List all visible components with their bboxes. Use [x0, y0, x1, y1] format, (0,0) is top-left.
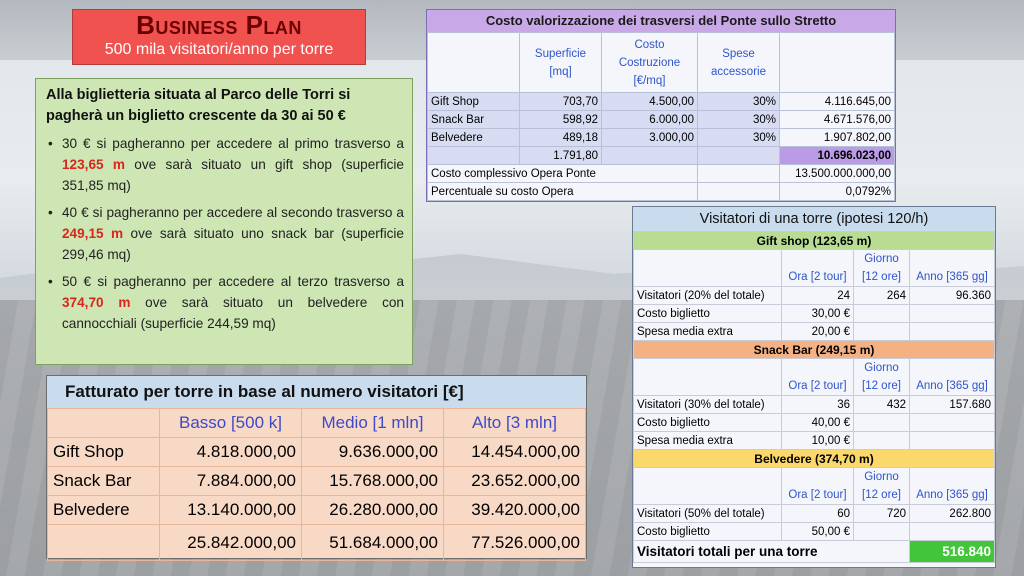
table-cell — [854, 305, 910, 323]
bullet-text: 50 € si pagheranno per accedere al terzo trasverso a — [62, 274, 404, 289]
table-cell — [698, 165, 780, 183]
table-cell: 39.420.000,00 — [444, 496, 586, 525]
table-header-cell — [634, 250, 782, 287]
table-cell: 24 — [782, 287, 854, 305]
table-cell: 4.818.000,00 — [160, 438, 302, 467]
table-cell — [428, 147, 520, 165]
table-cell: 13.140.000,00 — [160, 496, 302, 525]
giorno-label: Giorno — [864, 471, 899, 483]
table-cell — [602, 147, 698, 165]
table-header-cell: Medio [1 mln] — [302, 409, 444, 438]
section-header-row — [634, 450, 995, 468]
pct-label-cell: Percentuale su costo Opera — [428, 183, 698, 201]
table-cell: 15.768.000,00 — [302, 467, 444, 496]
table-header-cell — [48, 409, 160, 438]
table-cell: 264 — [854, 287, 910, 305]
table-cell: 4.116.645,00 — [780, 93, 895, 111]
cost-table — [427, 32, 895, 201]
table-cell: 432 — [854, 396, 910, 414]
table-row — [48, 496, 586, 525]
table-row — [634, 287, 995, 305]
bullet-highlight: 249,15 m — [62, 226, 124, 241]
list-item — [46, 133, 404, 196]
table-cell: Gift Shop — [428, 93, 520, 111]
section-title: Gift shop (123,65 m) — [634, 232, 995, 250]
table-header-row — [634, 250, 995, 287]
revenue-table-title: Fatturato per torre in base al numero visitatori [€] — [47, 376, 586, 408]
table-header-cell: Anno [365 gg] — [910, 359, 995, 396]
table-header-cell — [854, 359, 910, 396]
table-header-cell: Anno [365 gg] — [910, 250, 995, 287]
table-cell — [910, 414, 995, 432]
table-cell: 489,18 — [520, 129, 602, 147]
table-cell: Snack Bar — [428, 111, 520, 129]
revenue-table-box — [46, 375, 587, 559]
total-visitors-row — [634, 541, 995, 563]
table-cell: 14.454.000,00 — [444, 438, 586, 467]
table-row — [428, 165, 895, 183]
table-cell: Belvedere — [428, 129, 520, 147]
table-cell: 7.884.000,00 — [160, 467, 302, 496]
total-visitors-label: Visitatori totali per una torre — [634, 541, 910, 563]
table-cell: 10,00 € — [782, 432, 854, 450]
bullet-highlight: 374,70 m — [62, 295, 131, 310]
giorno-hours-label: [12 ore] — [862, 271, 901, 283]
table-cell: 60 — [782, 505, 854, 523]
table-cell: Visitatori (20% del totale) — [634, 287, 782, 305]
table-header-row — [634, 468, 995, 505]
table-cell: 157.680 — [910, 396, 995, 414]
table-cell: 262.800 — [910, 505, 995, 523]
bullet-text: 30 € si pagheranno per accedere al primo trasverso a — [62, 136, 404, 151]
visitors-table-title: Visitatori di una torre (ipotesi 120/h) — [633, 207, 995, 231]
bullet-text: ove sarà situato uno snack bar (superficie 299,46 mq) — [62, 226, 404, 262]
cost-table-box — [426, 9, 896, 202]
table-header-cell: Basso [500 k] — [160, 409, 302, 438]
table-row — [48, 438, 586, 467]
section-header-row — [634, 232, 995, 250]
giorno-label: Giorno — [864, 362, 899, 374]
table-cell — [698, 183, 780, 201]
ticket-info-list — [46, 133, 404, 334]
total-cell: 51.684.000,00 — [302, 525, 444, 561]
table-cell: Snack Bar — [48, 467, 160, 496]
giorno-hours-label: [12 ore] — [862, 489, 901, 501]
table-header-cell: Superficie [mq] — [520, 33, 602, 93]
table-row — [428, 147, 895, 165]
table-cell: 703,70 — [520, 93, 602, 111]
list-item — [46, 202, 404, 265]
opera-value-cell: 13.500.000.000,00 — [780, 165, 895, 183]
table-cell: 96.360 — [910, 287, 995, 305]
table-header-cell: Ora [2 tour] — [782, 250, 854, 287]
table-cell: Belvedere — [48, 496, 160, 525]
table-row — [634, 523, 995, 541]
table-row — [634, 505, 995, 523]
table-cell: 30% — [698, 93, 780, 111]
table-cell: Gift Shop — [48, 438, 160, 467]
table-cell: Costo biglietto — [634, 305, 782, 323]
table-cell: 30,00 € — [782, 305, 854, 323]
bullet-text: ove sarà situato un belvedere con cannocchiali (superficie 244,59 mq) — [62, 295, 404, 331]
title-box — [72, 9, 366, 65]
cost-table-title: Costo valorizzazione dei trasversi del Ponte sullo Stretto — [427, 10, 895, 32]
table-cell: Spesa media extra — [634, 323, 782, 341]
visitors-table — [633, 231, 995, 563]
table-cell: 30% — [698, 129, 780, 147]
table-header-cell — [854, 468, 910, 505]
table-header-row — [428, 33, 895, 93]
table-header-cell — [634, 468, 782, 505]
table-cell — [854, 323, 910, 341]
table-cell: 598,92 — [520, 111, 602, 129]
table-row — [428, 129, 895, 147]
pct-value-cell: 0,0792% — [780, 183, 895, 201]
visitors-table-box — [632, 206, 996, 568]
table-header-cell: Costo Costruzione [€/mq] — [602, 33, 698, 93]
section-title: Belvedere (374,70 m) — [634, 450, 995, 468]
table-total-row — [48, 525, 586, 561]
section-title: Snack Bar (249,15 m) — [634, 341, 995, 359]
total-visitors-value: 516.840 — [910, 541, 995, 563]
table-row — [428, 111, 895, 129]
table-row — [634, 305, 995, 323]
table-header-cell: Ora [2 tour] — [782, 468, 854, 505]
table-cell: Spesa media extra — [634, 432, 782, 450]
revenue-table — [47, 408, 586, 561]
total-cell: 77.526.000,00 — [444, 525, 586, 561]
bullet-highlight: 123,65 m — [62, 157, 125, 172]
table-header-row — [634, 359, 995, 396]
table-header-cell — [780, 33, 895, 93]
table-row — [48, 467, 586, 496]
table-cell: 6.000,00 — [602, 111, 698, 129]
opera-label-cell: Costo complessivo Opera Ponte — [428, 165, 698, 183]
bullet-text: 40 € si pagheranno per accedere al secondo trasverso a — [62, 205, 404, 220]
table-cell: 23.652.000,00 — [444, 467, 586, 496]
total-cell: 25.842.000,00 — [160, 525, 302, 561]
bullet-text: ove sarà situato un gift shop (superficie 351,85 mq) — [62, 157, 404, 193]
table-cell — [854, 432, 910, 450]
giorno-label: Giorno — [864, 253, 899, 265]
table-header-cell — [634, 359, 782, 396]
page-title: Business Plan — [136, 10, 302, 40]
table-cell: 4.671.576,00 — [780, 111, 895, 129]
giorno-hours-label: [12 ore] — [862, 380, 901, 392]
table-cell: 1.907.802,00 — [780, 129, 895, 147]
table-cell — [910, 305, 995, 323]
table-row — [428, 183, 895, 201]
table-row — [634, 432, 995, 450]
table-header-cell: Spese accessorie — [698, 33, 780, 93]
table-header-row — [48, 409, 586, 438]
section-header-row — [634, 341, 995, 359]
table-row — [428, 93, 895, 111]
table-cell: 3.000,00 — [602, 129, 698, 147]
table-cell: Costo biglietto — [634, 523, 782, 541]
table-row — [634, 396, 995, 414]
table-cell: 40,00 € — [782, 414, 854, 432]
table-cell — [698, 147, 780, 165]
table-cell — [910, 523, 995, 541]
table-cell: 720 — [854, 505, 910, 523]
table-cell: Costo biglietto — [634, 414, 782, 432]
table-cell: 20,00 € — [782, 323, 854, 341]
ticket-info-box — [35, 78, 413, 365]
table-cell: 50,00 € — [782, 523, 854, 541]
table-cell — [854, 414, 910, 432]
table-cell: 4.500,00 — [602, 93, 698, 111]
table-cell: 9.636.000,00 — [302, 438, 444, 467]
table-row — [634, 414, 995, 432]
table-header-cell — [428, 33, 520, 93]
table-cell: 36 — [782, 396, 854, 414]
table-cell — [854, 523, 910, 541]
table-header-cell: Alto [3 mln] — [444, 409, 586, 438]
total-cost-cell: 10.696.023,00 — [780, 147, 895, 165]
table-cell: Visitatori (50% del totale) — [634, 505, 782, 523]
table-row — [634, 323, 995, 341]
page-subtitle: 500 mila visitatori/anno per torre — [104, 41, 334, 58]
table-cell — [48, 525, 160, 561]
list-item — [46, 271, 404, 334]
table-cell: 26.280.000,00 — [302, 496, 444, 525]
table-header-cell: Ora [2 tour] — [782, 359, 854, 396]
table-header-cell — [854, 250, 910, 287]
ticket-info-heading: Alla biglietteria situata al Parco delle Torri si pagherà un biglietto crescente da 30 ai 50 € — [46, 87, 351, 124]
table-cell — [910, 323, 995, 341]
table-cell — [910, 432, 995, 450]
table-header-cell: Anno [365 gg] — [910, 468, 995, 505]
total-area-cell: 1.791,80 — [520, 147, 602, 165]
table-cell: Visitatori (30% del totale) — [634, 396, 782, 414]
table-cell: 30% — [698, 111, 780, 129]
